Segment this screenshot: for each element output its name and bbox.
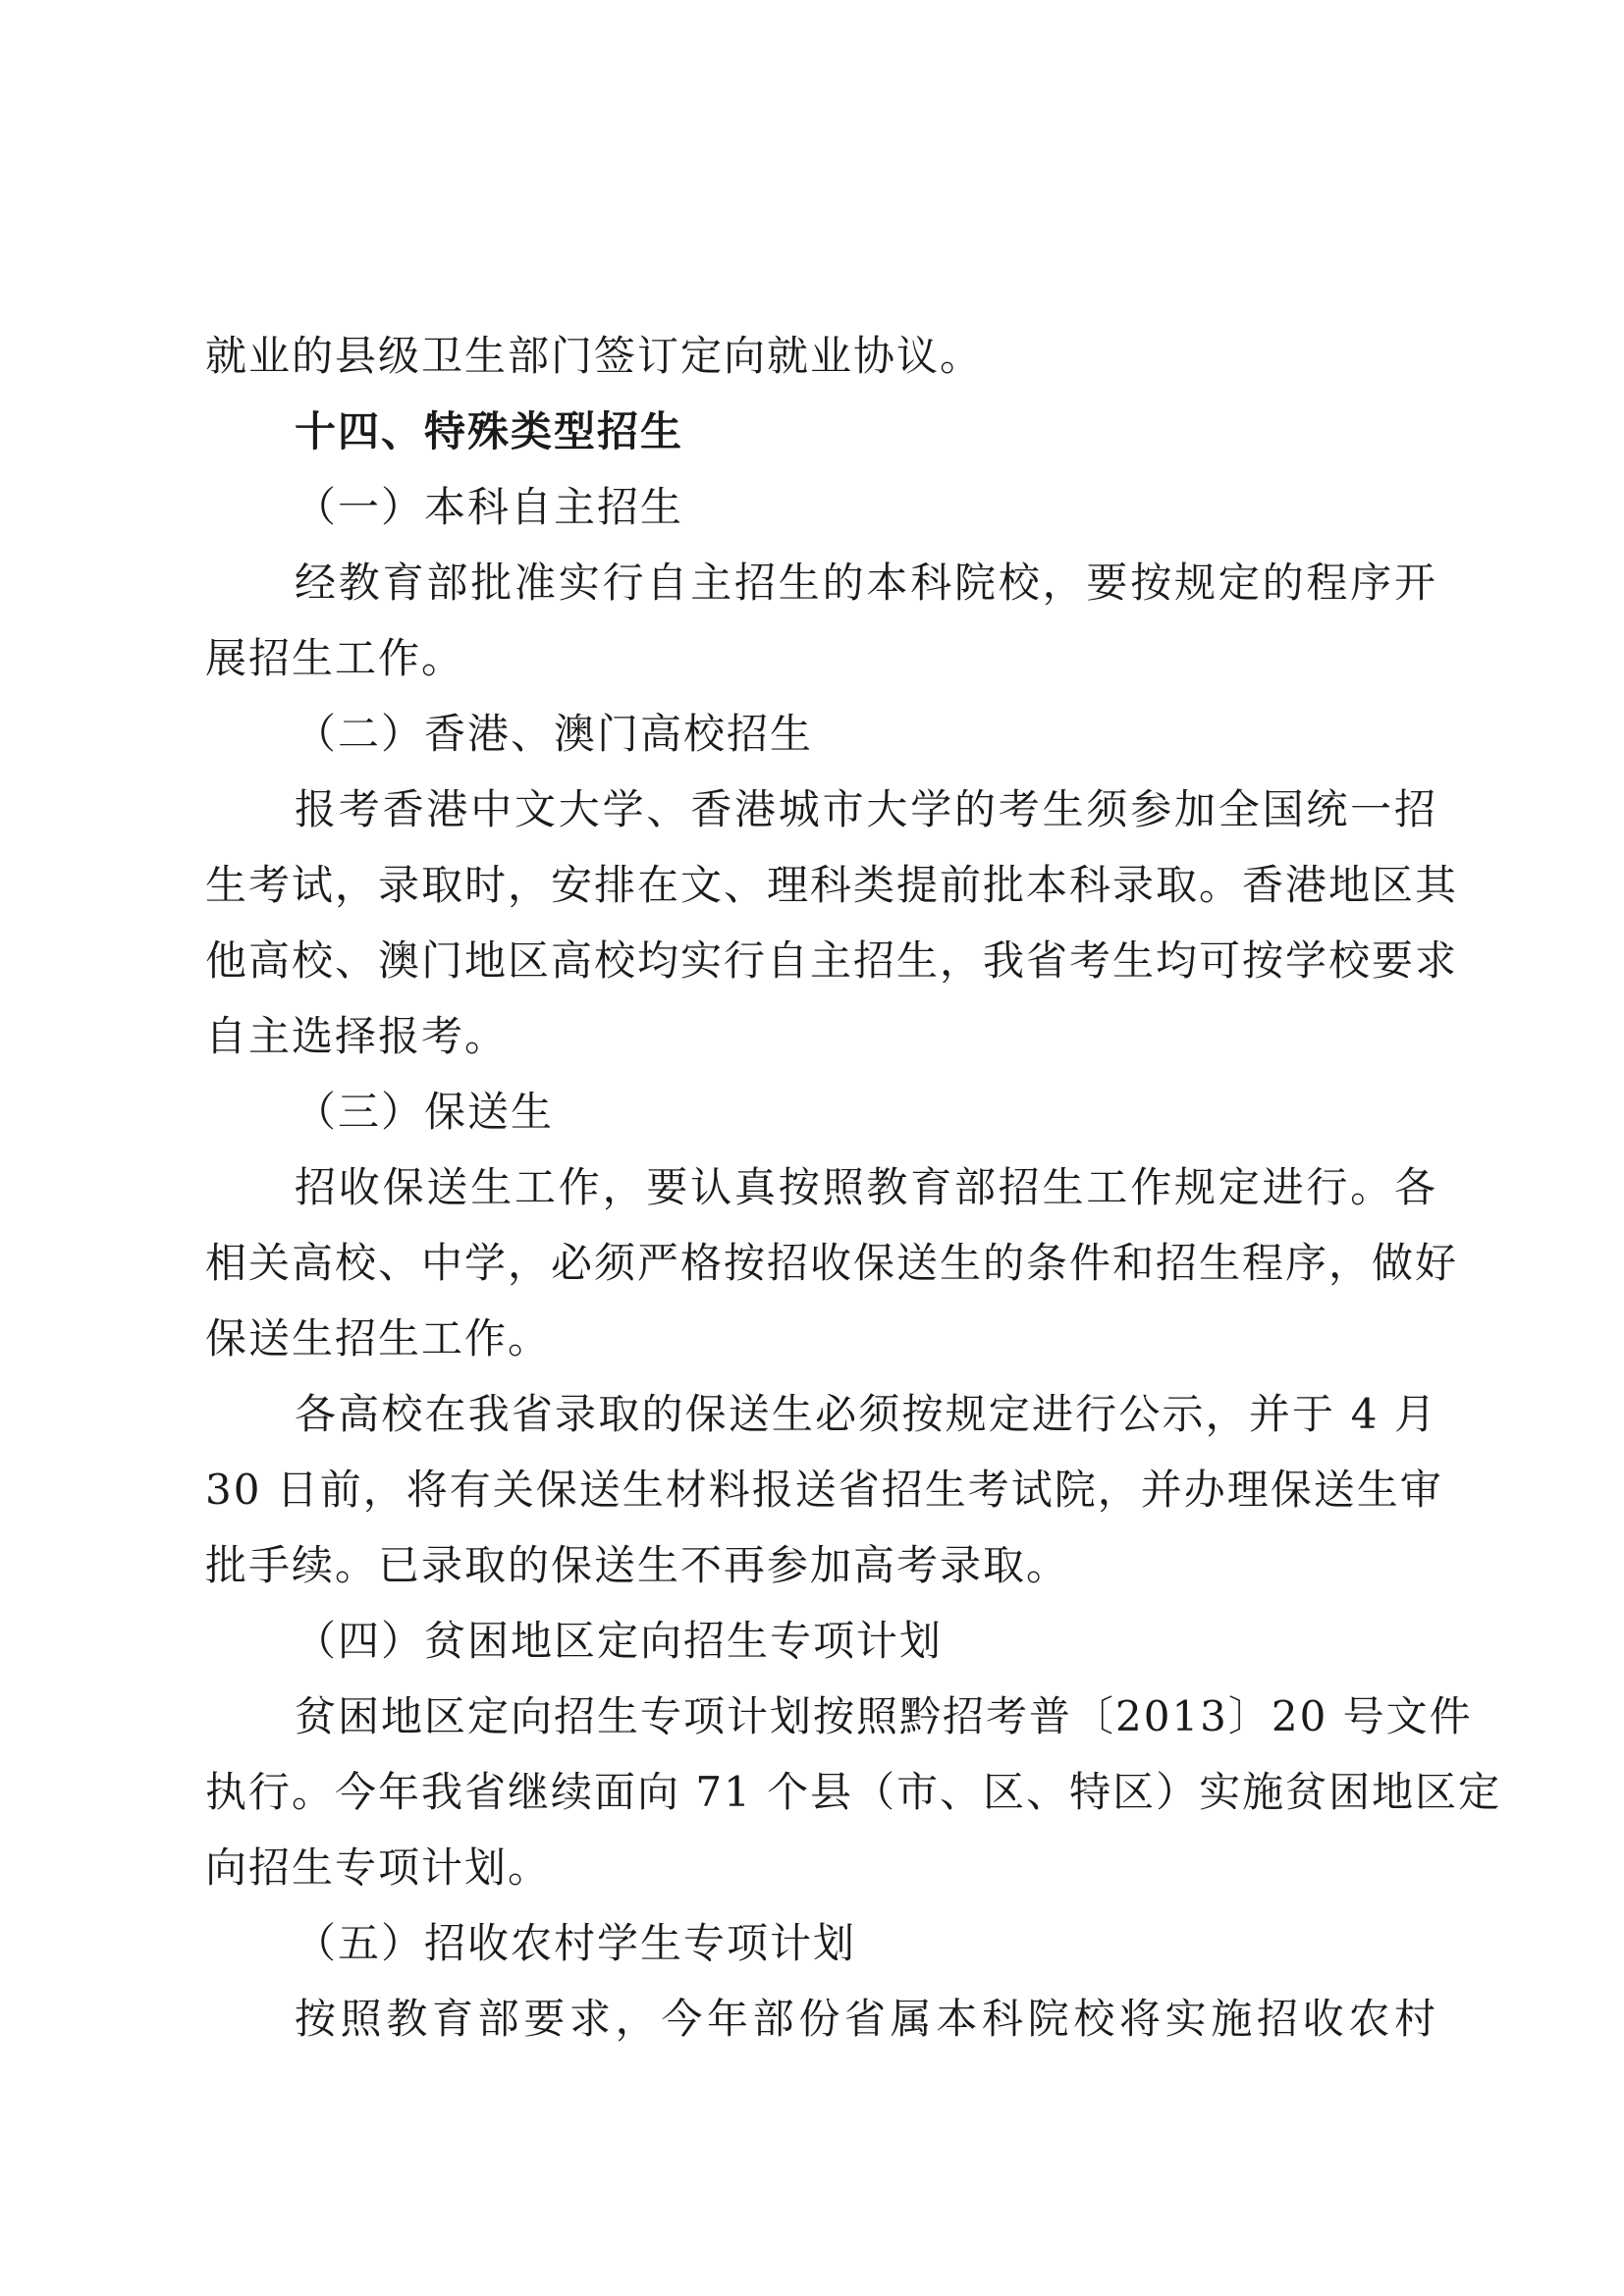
paragraph-line: 各高校在我省录取的保送生必须按规定进行公示，并于 4 月 — [295, 1390, 1437, 1438]
paragraph-line: 自主选择报考。 — [205, 1012, 509, 1060]
paragraph-line: 经教育部批准实行自主招生的本科院校，要按规定的程序开 — [295, 559, 1437, 607]
paragraph-line: 展招生工作。 — [205, 634, 465, 682]
section-heading: 十四、特殊类型招生 — [295, 407, 684, 455]
subsection-heading: （二）香港、澳门高校招生 — [295, 710, 814, 758]
paragraph-line: 招收保送生工作，要认真按照教育部招生工作规定进行。各 — [295, 1163, 1437, 1211]
paragraph-line: 生考试，录取时，安排在文、理科类提前批本科录取。香港地区其 — [205, 861, 1459, 909]
subsection-heading: （三）保送生 — [295, 1088, 555, 1136]
paragraph-line: 报考香港中文大学、香港城市大学的考生须参加全国统一招 — [295, 785, 1437, 833]
paragraph-line: 按照教育部要求，今年部份省属本科院校将实施招收农村 — [295, 1995, 1437, 2043]
subsection-heading: （五）招收农村学生专项计划 — [295, 1919, 857, 1967]
paragraph-line: 批手续。已录取的保送生不再参加高考录取。 — [205, 1541, 1070, 1589]
paragraph-line: 向招生专项计划。 — [205, 1843, 552, 1892]
paragraph-line: 30 日前，将有关保送生材料报送省招生考试院，并办理保送生审 — [205, 1466, 1443, 1514]
subsection-heading: （四）贫困地区定向招生专项计划 — [295, 1617, 944, 1665]
paragraph-line: 执行。今年我省继续面向 71 个县（市、区、特区）实施贫困地区定 — [205, 1768, 1502, 1816]
paragraph-line: 保送生招生工作。 — [205, 1314, 552, 1362]
paragraph-line: 他高校、澳门地区高校均实行自主招生，我省考生均可按学校要求 — [205, 936, 1459, 985]
paragraph-continuation: 就业的县级卫生部门签订定向就业协议。 — [205, 332, 984, 380]
paragraph-line: 相关高校、中学，必须严格按招收保送生的条件和招生程序，做好 — [205, 1239, 1459, 1287]
paragraph-line: 贫困地区定向招生专项计划按照黔招考普〔2013〕20 号文件 — [295, 1692, 1473, 1740]
subsection-heading: （一）本科自主招生 — [295, 483, 684, 531]
